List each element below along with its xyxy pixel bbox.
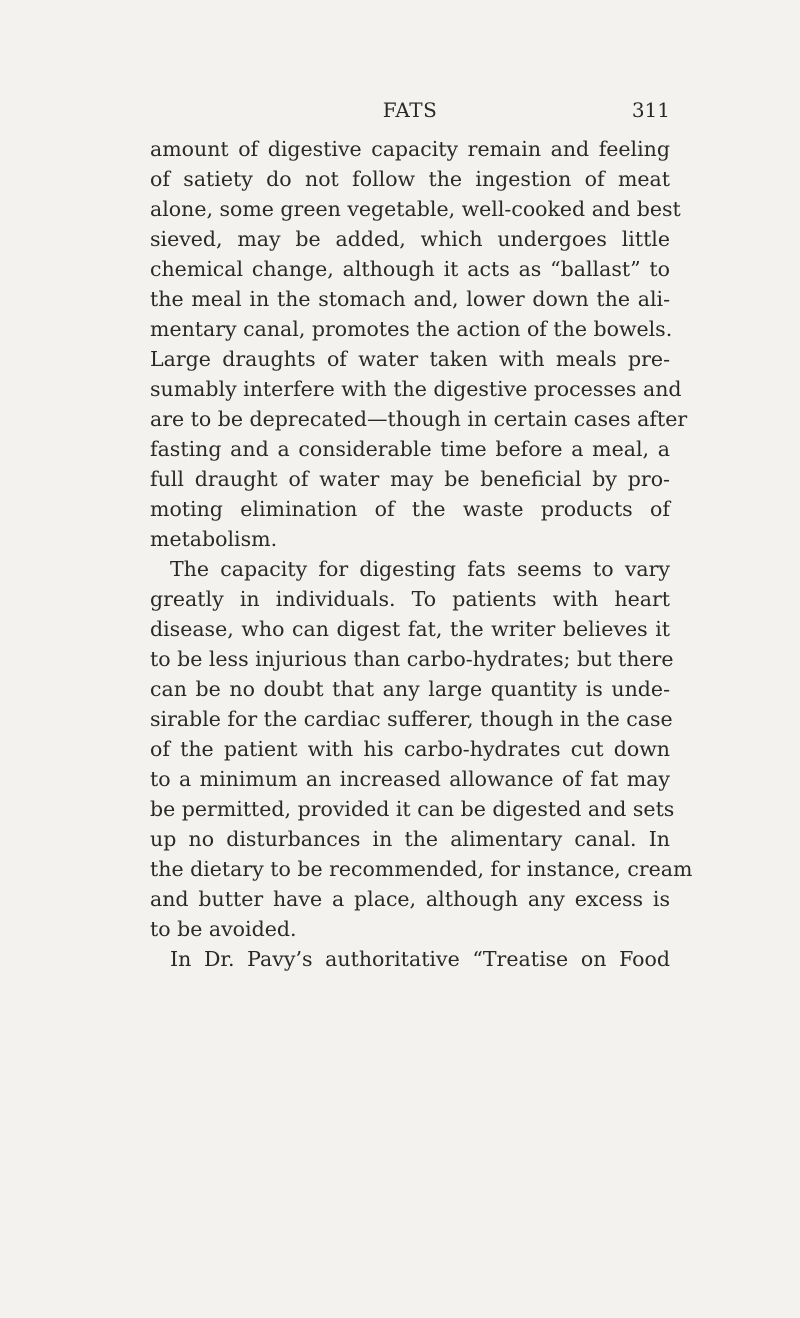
body-text <box>150 134 693 974</box>
text-line: to be less injurious than carbo-hydrates; but there <box>150 647 674 671</box>
text-line: greatly in individuals. To patients with heart <box>150 587 670 611</box>
text-line: mentary canal, promotes the action of the bowels. <box>150 317 673 341</box>
text-line: can be no doubt that any large quantity is unde- <box>150 677 670 701</box>
text-line: of the patient with his carbo-hydrates cut down <box>150 737 670 761</box>
text-line: be permitted, provided it can be digested and sets <box>150 797 675 821</box>
text-line: the dietary to be recommended, for instance, cream <box>150 857 693 881</box>
text-line: moting elimination of the waste products of <box>150 497 670 521</box>
text-line: to be avoided. <box>150 917 297 941</box>
text-line: alone, some green vegetable, well-cooked and best <box>150 197 681 221</box>
text-line: of satiety do not follow the ingestion of meat <box>150 167 670 191</box>
text-line: full draught of water may be beneficial by pro- <box>150 467 670 491</box>
text-line: sieved, may be added, which undergoes little <box>150 227 670 251</box>
text-line: In Dr. Pavy’s authoritative “Treatise on Food <box>170 947 670 971</box>
text-line: and butter have a place, although any excess is <box>150 887 670 911</box>
text-line: metabolism. <box>150 527 278 551</box>
text-line: Large draughts of water taken with meals pre- <box>150 347 670 371</box>
running-head: FATS <box>382 98 438 122</box>
text-line: are to be deprecated—though in certain cases after <box>150 407 688 431</box>
text-line: up no disturbances in the alimentary canal. In <box>150 827 670 851</box>
text-line: amount of digestive capacity remain and feeling <box>150 137 670 161</box>
text-line: chemical change, although it acts as “ballast” to <box>150 257 670 281</box>
text-line: disease, who can digest fat, the writer believes it <box>150 617 670 641</box>
text-line: The capacity for digesting fats seems to vary <box>170 557 670 581</box>
text-line: the meal in the stomach and, lower down the ali- <box>150 287 670 311</box>
page-number: 311 <box>631 98 670 122</box>
text-line: sumably interfere with the digestive processes and <box>150 377 682 401</box>
text-line: to a minimum an increased allowance of fat may <box>150 767 670 791</box>
page-header <box>150 98 670 126</box>
text-line: sirable for the cardiac sufferer, though in the case <box>150 707 673 731</box>
text-line: fasting and a considerable time before a meal, a <box>150 437 670 461</box>
